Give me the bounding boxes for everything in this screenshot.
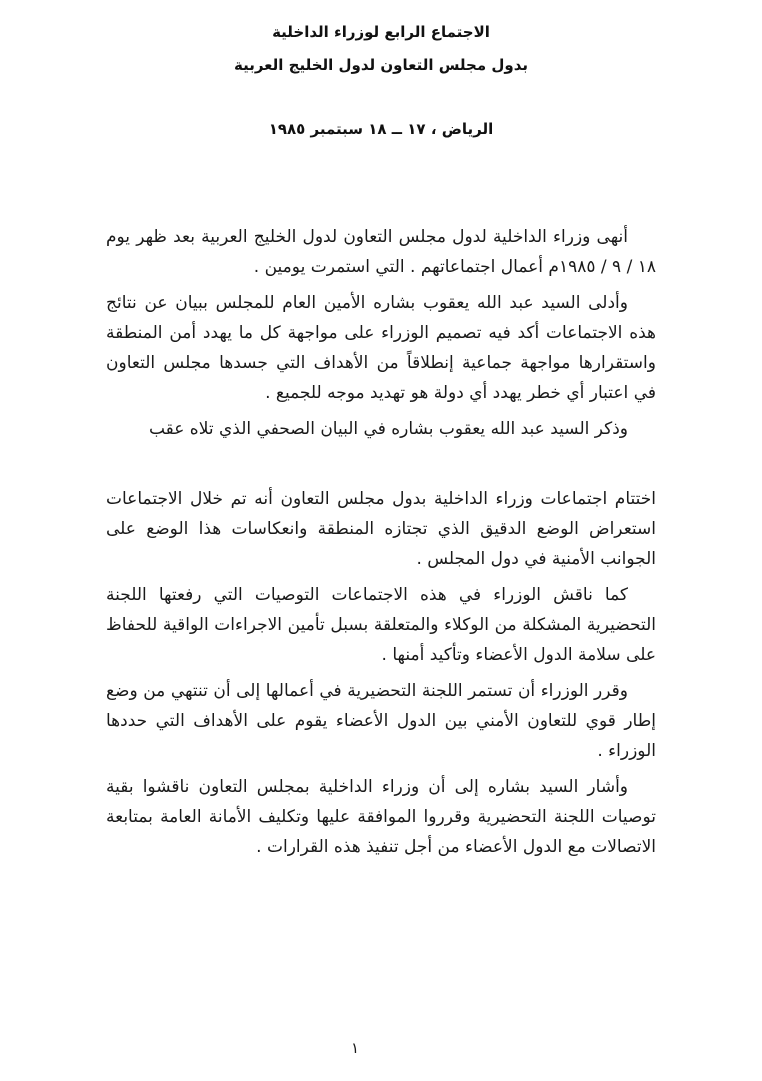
paragraph-3: وذكر السيد عبد الله يعقوب بشاره في البيان الصحفي الذي تلاه عقب (148, 419, 628, 439)
page-number: ١ (350, 1039, 360, 1057)
title-line-2: بدول مجلس التعاون لدول الخليج العربية (234, 56, 528, 74)
document-body (106, 222, 656, 868)
dateline: الرياض ، ١٧ ــ ١٨ سبتمبر ١٩٨٥ (268, 120, 494, 138)
paragraph-1: أنهى وزراء الداخلية لدول مجلس التعاون لدول الخليج العربية بعد ظهر يوم ١٨ / ٩ / ١٩٨٥م أعمال اجتماعاتهم . التي استمرت يومين . (106, 227, 656, 277)
title-line-1: الاجتماع الرابع لوزراء الداخلية (272, 23, 490, 41)
paragraph-4: اختتام اجتماعات وزراء الداخلية بدول مجلس التعاون أنه تم خلال الاجتماعات استعراض الوضع الدقيق الذي تجتازه المنطقة وانعكاسات هذا الوضع على الجوانب الأمنية في دول المجلس . (106, 489, 656, 569)
paragraph-2: وأدلى السيد عبد الله يعقوب بشاره الأمين العام للمجلس ببيان عن نتائج هذه الاجتماعات أكد فيه تصميم الوزراء على مواجهة كل ما يهدد أمن المنطقة واستقرارها مواجهة جماعية إنطلاقاً من الأهداف التي جسدها مجلس التعاون في اعتبار أي خطر يهدد أي دولة هو تهديد موجه للجميع . (106, 293, 656, 403)
document-title-block (0, 0, 762, 82)
paragraph-6: وقرر الوزراء أن تستمر اللجنة التحضيرية في أعمالها إلى أن تنتهي من وضع إطار قوي للتعاون الأمني بين الدول الأعضاء يقوم على الأهداف التي حددها الوزراء . (106, 681, 656, 761)
paragraph-7: وأشار السيد بشاره إلى أن وزراء الداخلية بمجلس التعاون ناقشوا بقية توصيات اللجنة التحضيرية وقرروا الموافقة عليها وتكليف الأمانة العامة بمتابعة الاتصالات مع الدول الأعضاء من أجل تنفيذ هذه القرارات . (106, 777, 656, 857)
paragraph-5: كما ناقش الوزراء في هذه الاجتماعات التوصيات التي رفعتها اللجنة التحضيرية المشكلة من الوكلاء والمتعلقة بسبل تأمين الاجراءات الواقية للحفاظ على سلامة الدول الأعضاء وتأكيد أمنها . (106, 585, 656, 665)
section-gap (106, 450, 656, 484)
